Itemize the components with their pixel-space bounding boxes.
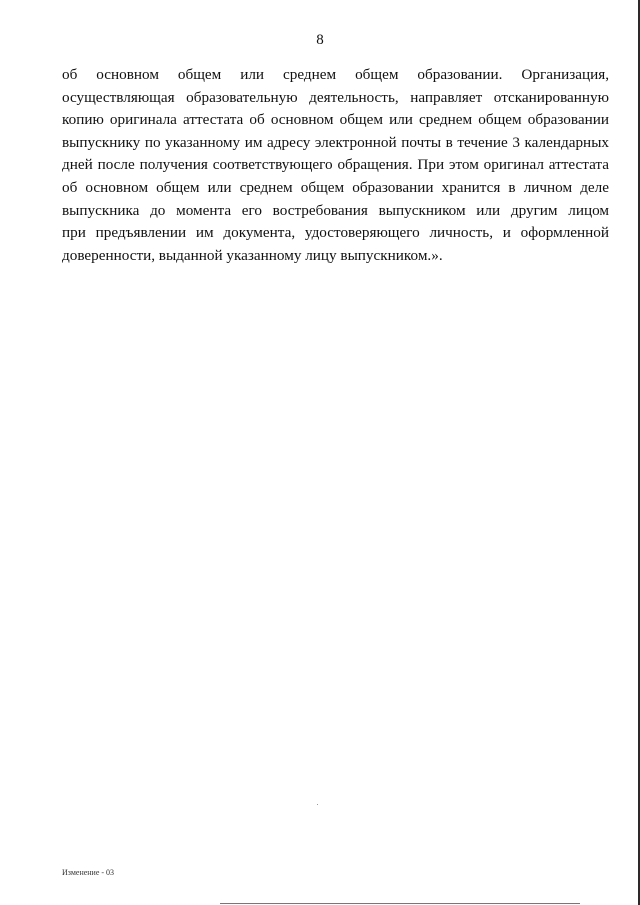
paragraph-line: доверенности, выданной указанному лицу выпускником.». <box>62 246 443 264</box>
paragraph-line: копию оригинала аттестата об основном общем или среднем общем образовании <box>62 111 609 129</box>
page-number: 8 <box>316 32 324 48</box>
scan-speck <box>317 804 318 805</box>
body-paragraph <box>62 64 609 267</box>
paragraph-line: дней после получения соответствующего обращения. При этом оригинал аттестата <box>62 156 609 174</box>
paragraph-line: об основном общем или среднем общем образовании. Организация, <box>62 66 609 83</box>
paragraph-line: осуществляющая образовательную деятельность, направляет отсканированную <box>62 88 609 106</box>
bottom-edge-line <box>220 903 580 904</box>
paragraph-line: выпускника до момента его востребования выпускником или другим лицом <box>62 201 609 219</box>
revision-note: Изменение - 03 <box>62 868 115 877</box>
paragraph-line: об основном общем или среднем общем образовании хранится в личном деле <box>62 178 609 196</box>
paragraph-line: выпускнику по указанному им адресу электронной почты в течение 3 календарных <box>62 133 609 151</box>
paragraph-line: при предъявлении им документа, удостоверяющего личность, и оформленной <box>62 224 609 242</box>
